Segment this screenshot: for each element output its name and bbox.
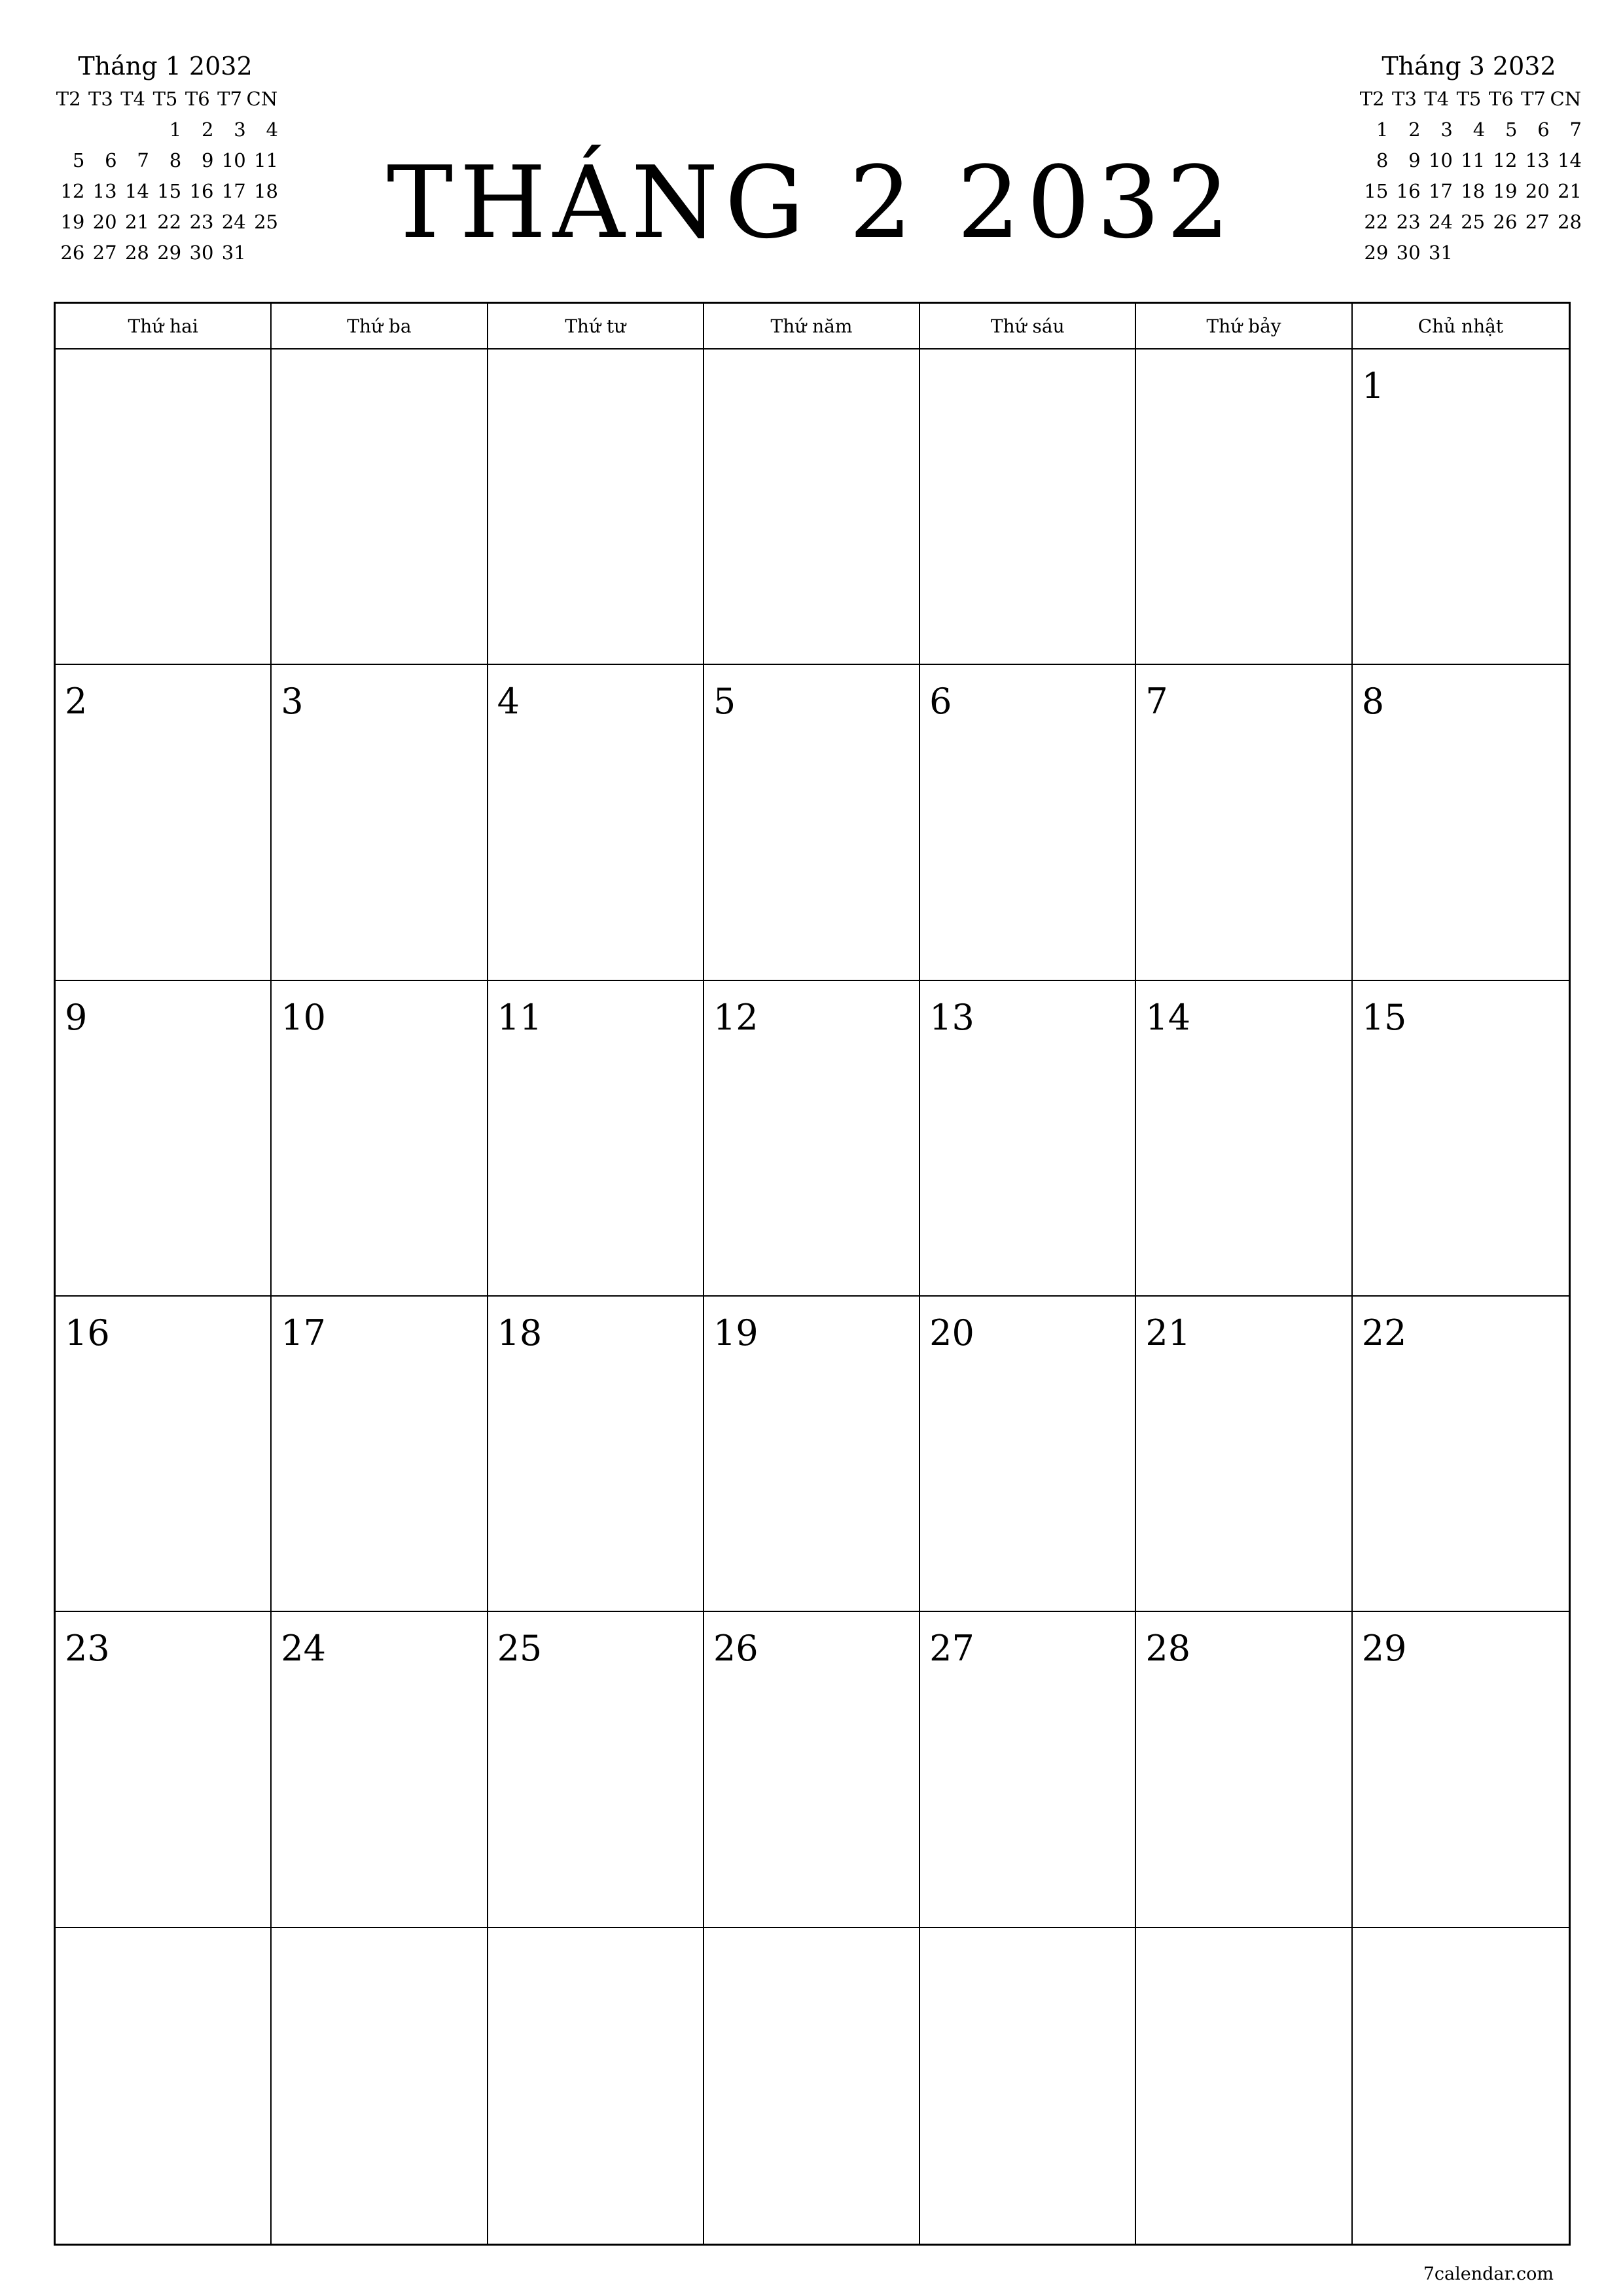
day-number: 28	[1145, 1628, 1191, 1670]
mini-day: 5	[1505, 118, 1518, 141]
weekday-header: Thứ sáu	[920, 304, 1136, 350]
mini-day: 14	[124, 180, 149, 202]
day-cell[interactable]	[56, 1297, 272, 1612]
mini-day: 23	[189, 211, 214, 233]
day-number: 26	[713, 1628, 758, 1670]
mini-day	[246, 238, 278, 268]
day-cell[interactable]	[1353, 665, 1569, 980]
mini-day: 1	[1376, 118, 1389, 141]
day-cell[interactable]	[920, 1297, 1136, 1612]
mini-day: 4	[1472, 118, 1486, 141]
mini-day	[117, 115, 149, 145]
day-cell[interactable]	[704, 665, 920, 980]
day-number: 15	[1361, 996, 1407, 1038]
mini-day: 15	[157, 180, 182, 202]
footer-site: 7calendar.com	[1423, 2264, 1554, 2284]
day-number: 19	[713, 1312, 758, 1354]
mini-day: 4	[266, 118, 278, 141]
day-cell[interactable]	[920, 665, 1136, 980]
mini-weekday: T5	[152, 88, 178, 110]
day-number: 13	[929, 996, 974, 1038]
mini-day: 22	[1364, 211, 1389, 233]
mini-weekday: T7	[1521, 88, 1546, 110]
mini-weekday: T6	[1488, 88, 1514, 110]
day-number: 8	[1361, 681, 1385, 723]
day-cell[interactable]	[920, 1928, 1136, 2244]
mini-day: 30	[1396, 242, 1421, 264]
mini-weekday: T3	[88, 88, 113, 110]
day-number: 21	[1145, 1312, 1191, 1354]
mini-day: 14	[1558, 149, 1582, 171]
mini-day: 31	[1428, 242, 1453, 264]
mini-weekday: CN	[246, 88, 278, 110]
day-cell[interactable]	[272, 981, 488, 1297]
mini-day: 31	[221, 242, 246, 264]
day-number: 27	[929, 1628, 974, 1670]
day-cell[interactable]	[56, 1928, 272, 2244]
day-cell[interactable]	[272, 665, 488, 980]
mini-day: 27	[1525, 211, 1550, 233]
day-cell[interactable]	[56, 981, 272, 1297]
day-cell[interactable]	[704, 1297, 920, 1612]
mini-day: 7	[1569, 118, 1582, 141]
day-number: 11	[497, 996, 543, 1038]
day-cell[interactable]	[272, 1928, 488, 2244]
mini-day: 13	[92, 180, 117, 202]
day-cell[interactable]	[920, 981, 1136, 1297]
mini-weekday: T5	[1456, 88, 1482, 110]
mini-day: 16	[1396, 180, 1421, 202]
day-number: 20	[929, 1312, 974, 1354]
mini-day: 2	[1408, 118, 1421, 141]
mini-day: 6	[1537, 118, 1550, 141]
mini-day: 17	[221, 180, 246, 202]
mini-calendar-prev	[52, 50, 278, 299]
mini-calendar-prev-title: Tháng 1 2032	[78, 52, 253, 81]
mini-day: 26	[1493, 211, 1518, 233]
day-number: 24	[281, 1628, 326, 1670]
day-cell[interactable]	[1136, 981, 1352, 1297]
mini-day: 2	[201, 118, 214, 141]
mini-day: 12	[60, 180, 85, 202]
day-number: 29	[1361, 1628, 1407, 1670]
mini-day: 8	[1376, 149, 1389, 171]
mini-day	[1453, 238, 1485, 268]
day-cell[interactable]	[488, 350, 704, 665]
day-cell[interactable]	[56, 665, 272, 980]
mini-day: 8	[169, 149, 182, 171]
day-number: 22	[1361, 1312, 1407, 1354]
mini-day: 11	[1461, 149, 1486, 171]
day-cell[interactable]	[272, 350, 488, 665]
day-number: 16	[65, 1312, 110, 1354]
mini-day: 20	[92, 211, 117, 233]
page-title: THÁNG 2 2032	[386, 145, 1237, 260]
day-number: 12	[713, 996, 758, 1038]
mini-weekday: T4	[120, 88, 146, 110]
day-cell[interactable]	[704, 1928, 920, 2244]
mini-day: 22	[157, 211, 182, 233]
mini-calendar-next-grid	[1356, 84, 1582, 299]
day-cell[interactable]	[56, 350, 272, 665]
mini-day: 9	[1408, 149, 1421, 171]
mini-weekday: T2	[1359, 88, 1385, 110]
mini-day: 26	[60, 242, 85, 264]
day-number: 14	[1145, 996, 1191, 1038]
mini-day	[84, 268, 116, 299]
mini-day: 28	[1558, 211, 1582, 233]
day-number: 4	[497, 681, 520, 723]
mini-day: 3	[1440, 118, 1453, 141]
mini-day: 21	[124, 211, 149, 233]
mini-day	[1550, 238, 1582, 268]
mini-day: 24	[221, 211, 246, 233]
mini-day: 18	[254, 180, 278, 202]
mini-day	[1517, 238, 1549, 268]
day-number: 1	[1361, 365, 1385, 406]
day-cell[interactable]	[488, 665, 704, 980]
mini-day: 19	[60, 211, 85, 233]
day-cell[interactable]	[488, 1612, 704, 1928]
weekday-header: Thứ năm	[704, 304, 920, 350]
day-number: 5	[713, 681, 736, 723]
day-cell[interactable]	[1136, 1297, 1352, 1612]
day-number: 7	[1145, 681, 1168, 723]
mini-weekday: T4	[1424, 88, 1450, 110]
mini-weekday: T2	[56, 88, 81, 110]
day-cell[interactable]	[56, 1612, 272, 1928]
month-grid	[54, 302, 1571, 2246]
mini-day: 27	[92, 242, 117, 264]
day-number: 18	[497, 1312, 543, 1354]
mini-day: 9	[201, 149, 214, 171]
mini-day	[52, 115, 84, 145]
mini-day: 25	[254, 211, 278, 233]
day-number: 17	[281, 1312, 326, 1354]
mini-calendar-prev-grid	[52, 84, 278, 299]
mini-day: 3	[234, 118, 246, 141]
day-cell[interactable]	[1353, 1612, 1569, 1928]
day-cell[interactable]	[488, 981, 704, 1297]
mini-day: 29	[157, 242, 182, 264]
day-cell[interactable]	[920, 1612, 1136, 1928]
day-number: 3	[281, 681, 304, 723]
mini-day: 5	[72, 149, 85, 171]
mini-day: 25	[1461, 211, 1486, 233]
weekday-header: Thứ bảy	[1136, 304, 1352, 350]
mini-day: 7	[137, 149, 149, 171]
mini-day: 10	[221, 149, 246, 171]
mini-weekday: T7	[217, 88, 242, 110]
day-cell[interactable]	[1353, 981, 1569, 1297]
day-number: 10	[281, 996, 326, 1038]
day-cell[interactable]	[704, 1612, 920, 1928]
day-cell[interactable]	[488, 1297, 704, 1612]
mini-day: 1	[169, 118, 182, 141]
mini-day: 24	[1428, 211, 1453, 233]
weekday-header: Thứ hai	[56, 304, 272, 350]
mini-day	[213, 268, 245, 299]
mini-day: 20	[1525, 180, 1550, 202]
day-number: 25	[497, 1628, 543, 1670]
mini-calendar-next-title: Tháng 3 2032	[1382, 52, 1556, 81]
day-number: 9	[65, 996, 88, 1038]
mini-day: 11	[254, 149, 278, 171]
mini-weekday: T6	[185, 88, 210, 110]
mini-day	[149, 268, 181, 299]
mini-day	[117, 268, 149, 299]
day-number: 2	[65, 681, 88, 723]
mini-weekday: T3	[1392, 88, 1417, 110]
weekday-header: Thứ tư	[488, 304, 704, 350]
mini-day: 6	[105, 149, 117, 171]
mini-day	[1485, 238, 1517, 268]
day-cell[interactable]	[1353, 1928, 1569, 2244]
mini-weekday: CN	[1550, 88, 1582, 110]
mini-day: 18	[1461, 180, 1486, 202]
weekday-header: Thứ ba	[272, 304, 488, 350]
day-number: 6	[929, 681, 952, 723]
mini-day	[52, 268, 84, 299]
day-cell[interactable]	[272, 1612, 488, 1928]
mini-day	[84, 115, 116, 145]
day-cell[interactable]	[1136, 1928, 1352, 2244]
day-cell[interactable]	[920, 350, 1136, 665]
day-cell[interactable]	[1136, 350, 1352, 665]
mini-day: 12	[1493, 149, 1518, 171]
weekday-header: Chủ nhật	[1353, 304, 1569, 350]
day-cell[interactable]	[1136, 1612, 1352, 1928]
day-cell[interactable]	[488, 1928, 704, 2244]
mini-day: 28	[124, 242, 149, 264]
day-cell[interactable]	[1353, 350, 1569, 665]
mini-day: 21	[1558, 180, 1582, 202]
day-cell[interactable]	[272, 1297, 488, 1612]
day-number: 23	[65, 1628, 110, 1670]
mini-day	[1356, 268, 1388, 299]
mini-day: 15	[1364, 180, 1389, 202]
mini-day: 17	[1428, 180, 1453, 202]
mini-day: 30	[189, 242, 214, 264]
mini-day: 10	[1428, 149, 1453, 171]
mini-calendar-next	[1356, 50, 1582, 299]
day-cell[interactable]	[704, 981, 920, 1297]
mini-day: 19	[1493, 180, 1518, 202]
day-cell[interactable]	[704, 350, 920, 665]
mini-day	[181, 268, 213, 299]
mini-day: 29	[1364, 242, 1389, 264]
mini-day: 13	[1525, 149, 1550, 171]
mini-day: 23	[1396, 211, 1421, 233]
day-cell[interactable]	[1136, 665, 1352, 980]
day-cell[interactable]	[1353, 1297, 1569, 1612]
mini-day: 16	[189, 180, 214, 202]
